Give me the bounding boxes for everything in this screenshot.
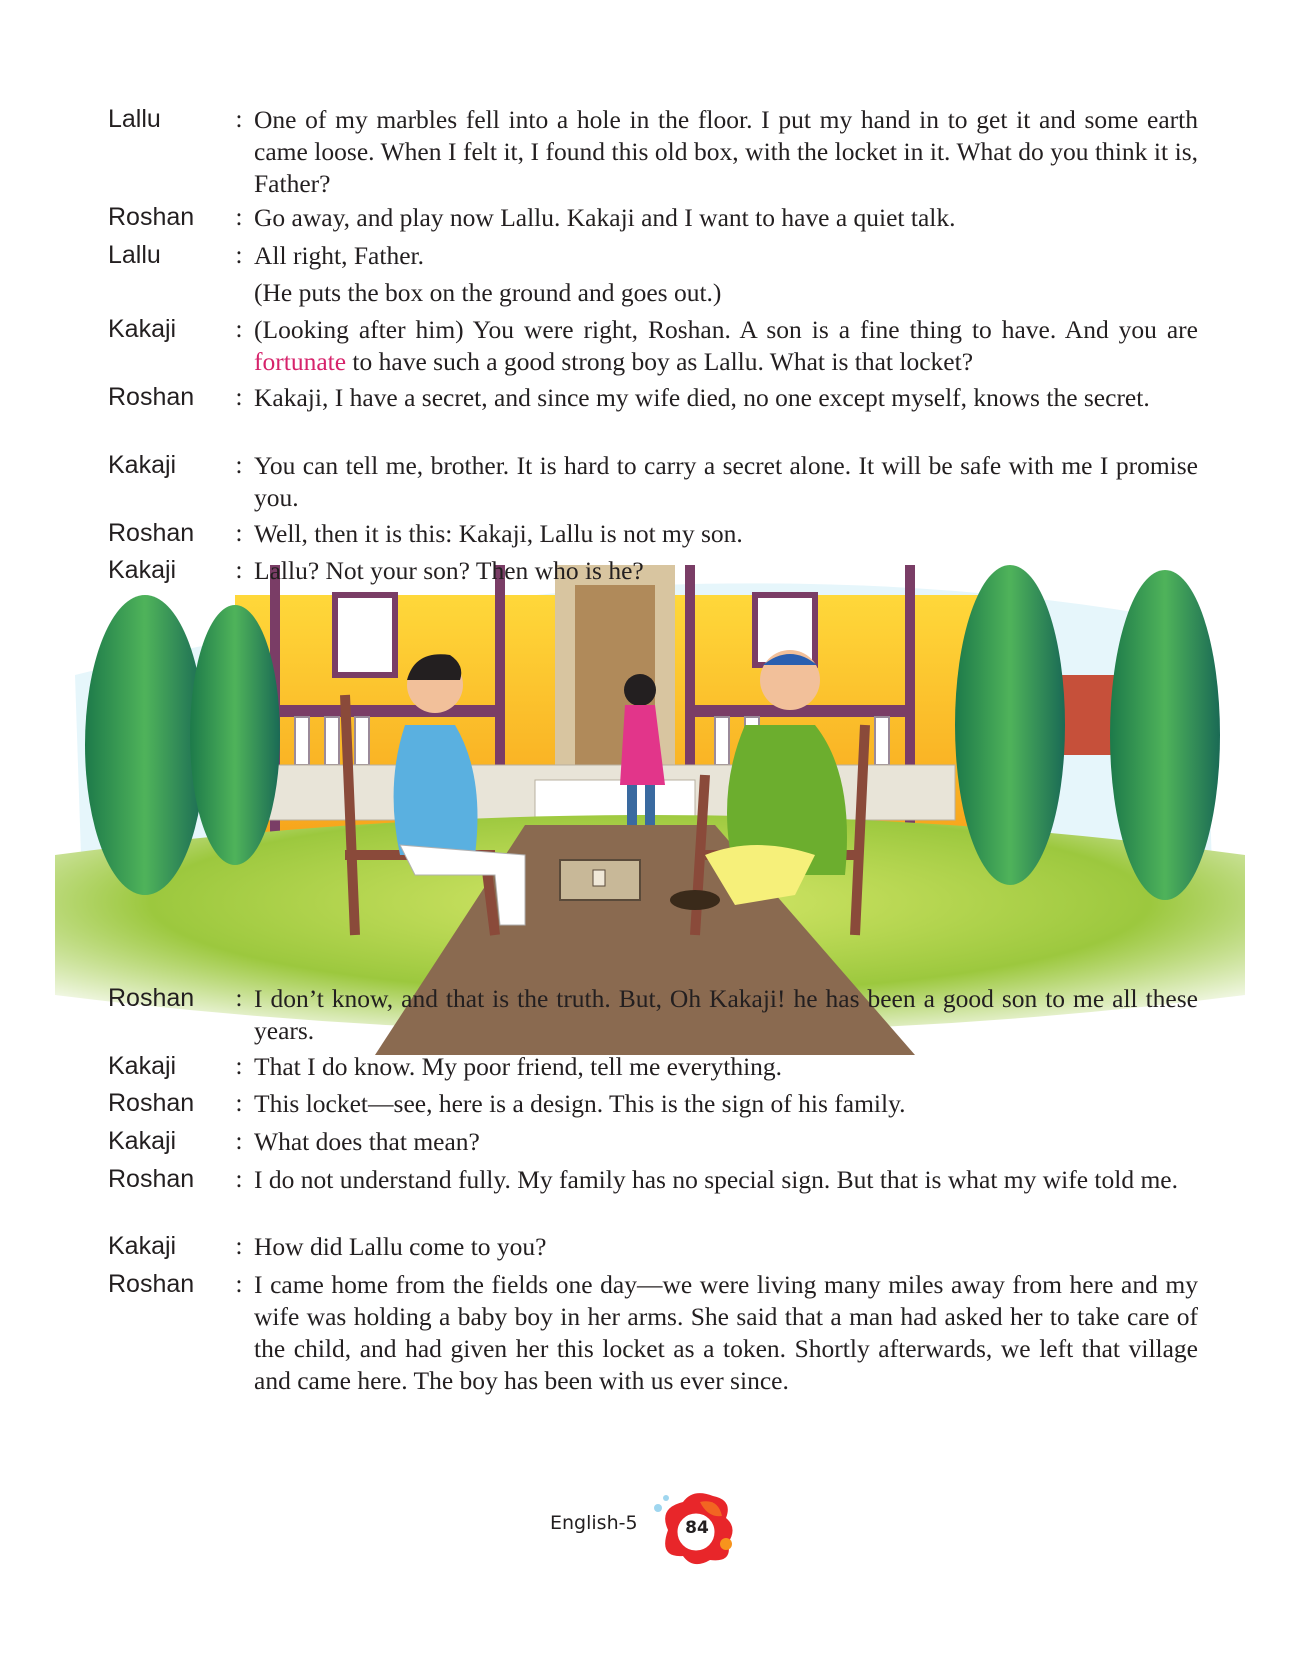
cypress-tree <box>190 605 280 865</box>
page-footer <box>550 1488 770 1568</box>
dialogue-text: I don’t know, and that is the truth. But, Oh Kakaji! he has been a good son to me all these years. <box>254 984 1198 1045</box>
speaker-name: Kakaji <box>108 1127 177 1155</box>
stage-direction-text: (He puts the box on the ground and goes out.) <box>254 278 722 307</box>
dialogue-text: I came home from the fields one day—we were living many miles away from here and my wife was holding a baby boy in her arms. She said that a man had asked her to take care of the child, and had given her this locket as a token. Shortly afterwards, we left that village and came here. The boy has been with us ever since. <box>254 1270 1198 1395</box>
dialogue-text: That I do know. My poor friend, tell me everything. <box>254 1052 783 1081</box>
dialogue-line <box>108 202 1198 234</box>
colon: : <box>235 1053 243 1080</box>
speaker-name: Kakaji <box>108 451 177 479</box>
colon: : <box>235 520 243 547</box>
dialogue-text: I do not understand fully. My family has no special sign. But that is what my wife told me. <box>254 1165 1179 1194</box>
speaker-name: Lallu <box>108 241 161 269</box>
dialogue-text: What does that mean? <box>254 1127 480 1156</box>
speaker-name: Roshan <box>108 1270 195 1298</box>
dialogue-text: (Looking after him) You were right, Roshan. A son is a fine thing to have. And you are fortunate to have such a good strong boy as Lallu. What is that locket? <box>254 315 1198 376</box>
window <box>335 595 395 675</box>
dialogue-text: One of my marbles fell into a hole in the floor. I put my hand in to get it and some earth came loose. When I felt it, I found this old box, with the locket in it. What do you think it is, Father? <box>254 105 1198 198</box>
colon: : <box>235 384 243 411</box>
colon: : <box>235 557 243 584</box>
colon: : <box>235 1128 243 1155</box>
stage-direction <box>108 277 1198 309</box>
speaker-name: Kakaji <box>108 1232 177 1260</box>
speaker-name: Roshan <box>108 519 195 547</box>
dialogue-line <box>108 1088 1198 1120</box>
speaker-name: Roshan <box>108 984 195 1012</box>
speaker-name: Roshan <box>108 203 195 231</box>
colon: : <box>235 1271 243 1298</box>
colon: : <box>235 985 243 1012</box>
dialogue-text: How did Lallu come to you? <box>254 1232 547 1261</box>
dialogue-text: This locket—see, here is a design. This is the sign of his family. <box>254 1089 906 1118</box>
dialogue-line <box>108 104 1198 200</box>
dialogue-line <box>108 240 1198 272</box>
dialogue-text: Go away, and play now Lallu. Kakaji and I want to have a quiet talk. <box>254 203 956 232</box>
colon: : <box>235 1233 243 1260</box>
dialogue-line <box>108 314 1198 378</box>
dialogue-line <box>108 555 1198 587</box>
cypress-tree <box>955 565 1065 885</box>
dialogue-line <box>108 450 1198 514</box>
speaker-name: Lallu <box>108 105 161 133</box>
dialogue-line <box>108 983 1198 1047</box>
dialogue-text: You can tell me, brother. It is hard to carry a secret alone. It will be safe with me I promise you. <box>254 451 1198 512</box>
colon: : <box>235 1090 243 1117</box>
dialogue-text: Well, then it is this: Kakaji, Lallu is not my son. <box>254 519 743 548</box>
colon: : <box>235 204 243 231</box>
dialogue-line <box>108 1164 1198 1196</box>
colon: : <box>235 1166 243 1193</box>
dialogue-text: All right, Father. <box>254 241 424 270</box>
colon: : <box>235 316 243 343</box>
dialogue-line <box>108 1231 1198 1263</box>
dialogue-text: Kakaji, I have a secret, and since my wife died, no one except myself, knows the secret. <box>254 383 1150 412</box>
cypress-tree <box>1110 570 1220 900</box>
dialogue-line <box>108 1269 1198 1397</box>
book-title: English-5 <box>550 1512 638 1534</box>
colon: : <box>235 242 243 269</box>
speaker-name: Kakaji <box>108 315 177 343</box>
dialogue-text: Lallu? Not your son? Then who is he? <box>254 556 644 585</box>
speaker-name: Kakaji <box>108 1052 177 1080</box>
speaker-name <box>108 277 228 309</box>
highlighted-word: fortunate <box>254 347 347 376</box>
colon: : <box>235 106 243 133</box>
dialogue-line <box>108 1126 1198 1158</box>
speaker-name: Roshan <box>108 1089 195 1117</box>
dialogue-line <box>108 1051 1198 1083</box>
dialogue-line <box>108 518 1198 550</box>
dialogue-line <box>108 382 1198 414</box>
page-number: 84 <box>685 1518 709 1538</box>
speaker-name: Roshan <box>108 1165 195 1193</box>
colon: : <box>235 452 243 479</box>
cypress-tree <box>85 595 205 895</box>
locket-box <box>560 860 640 900</box>
speaker-name: Roshan <box>108 383 195 411</box>
speaker-name: Kakaji <box>108 556 177 584</box>
